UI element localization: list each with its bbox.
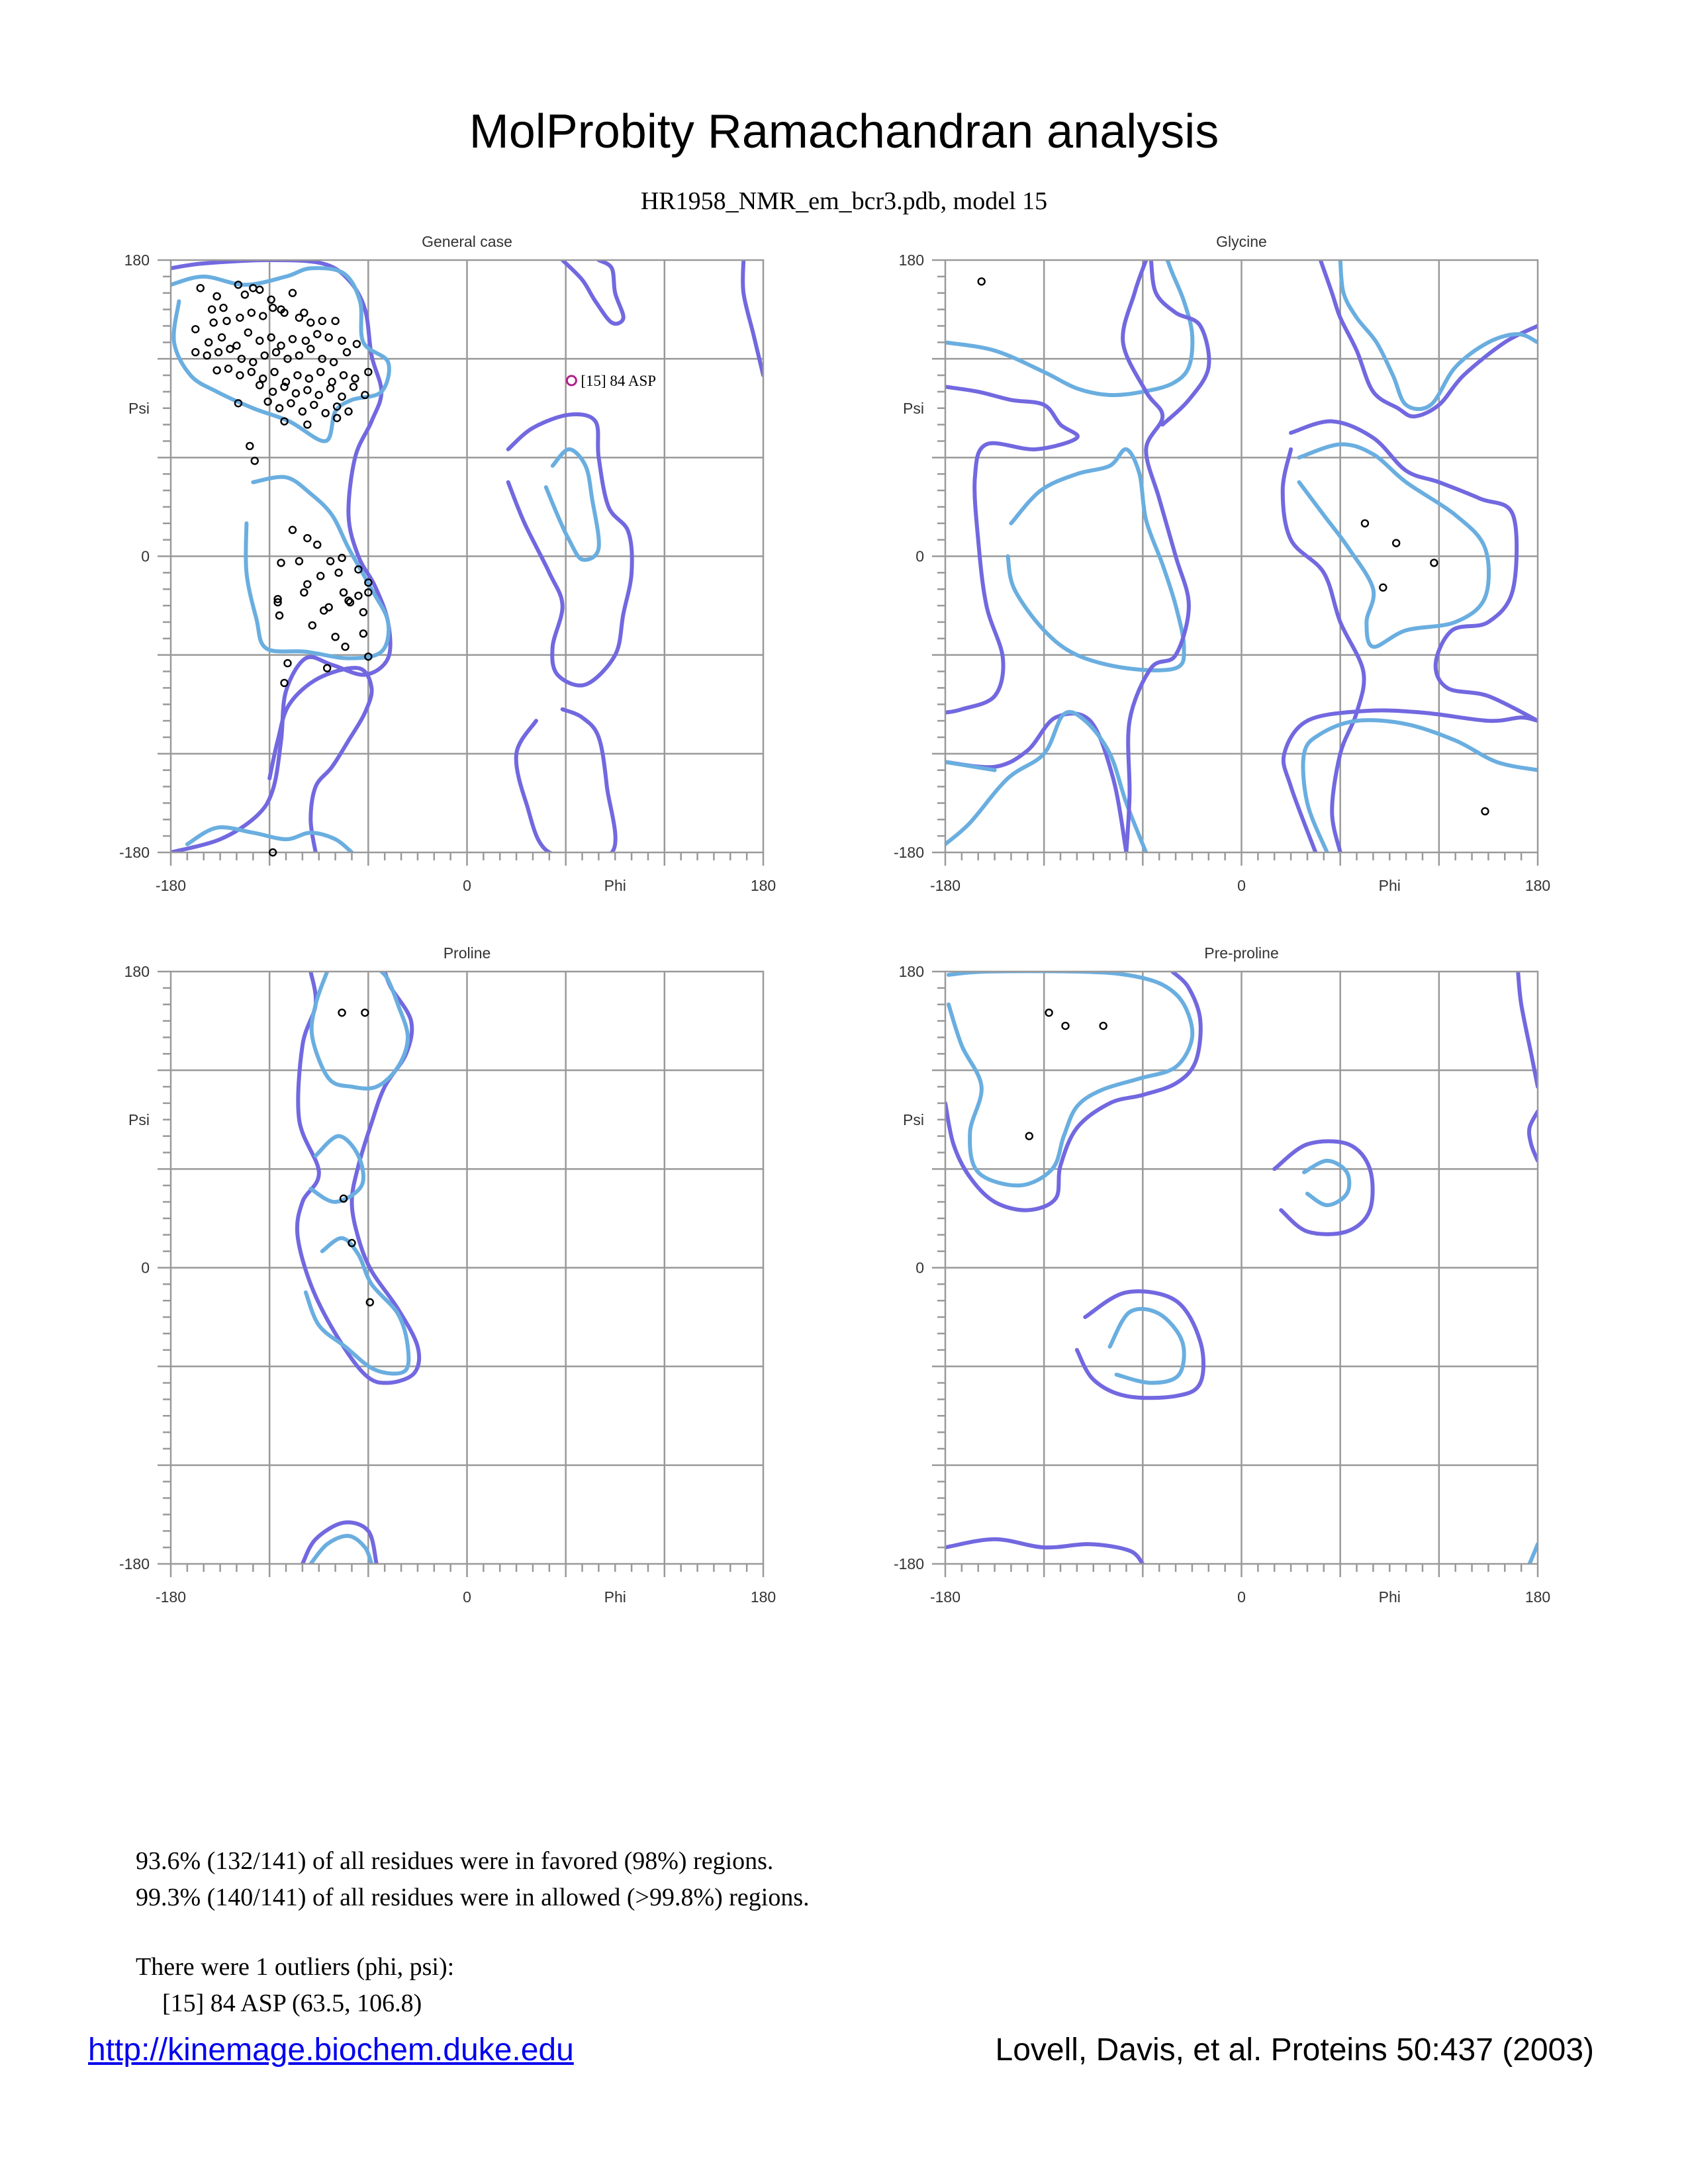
panel-title: Proline	[443, 944, 491, 962]
data-point	[339, 393, 346, 400]
data-point	[301, 589, 307, 596]
data-point	[281, 680, 288, 686]
data-point	[346, 408, 352, 415]
outlier-line: [15] 84 ASP (63.5, 106.8)	[162, 1989, 422, 2017]
data-point	[233, 342, 240, 349]
data-point	[214, 293, 220, 300]
data-point	[299, 408, 306, 415]
allowed-contour	[1518, 972, 1538, 1087]
data-point	[197, 285, 204, 291]
y-tick-label: 180	[898, 251, 924, 269]
data-point	[276, 405, 283, 412]
y-tick-label: 0	[915, 547, 924, 565]
panel-title: Glycine	[1216, 233, 1267, 250]
favored-contour	[1304, 1161, 1349, 1205]
data-point	[278, 559, 285, 566]
y-tick-label: 0	[141, 547, 150, 565]
x-tick-label: 0	[1237, 1588, 1246, 1606]
data-point	[273, 349, 279, 355]
data-point	[978, 278, 985, 285]
plot-pre-proline	[894, 944, 1550, 1606]
data-point	[344, 349, 350, 355]
data-point	[245, 329, 252, 336]
x-tick-label: 180	[1524, 877, 1551, 894]
y-axis-label: Psi	[903, 1111, 924, 1128]
data-point	[246, 443, 253, 449]
data-point	[289, 527, 296, 533]
data-point	[326, 334, 332, 341]
stat-allowed: 99.3% (140/141) of all residues were in allowed (>99.8%) regions.	[136, 1884, 810, 1911]
x-tick-label: 0	[463, 1588, 471, 1606]
y-tick-label: 0	[141, 1259, 150, 1277]
x-tick-label: 180	[750, 1588, 776, 1606]
data-point	[307, 345, 314, 352]
favored-contour	[310, 1536, 371, 1564]
x-axis-label: Phi	[1378, 1588, 1401, 1606]
data-point	[261, 352, 268, 359]
y-axis-label: Psi	[128, 399, 150, 417]
favored-contour	[1530, 1544, 1538, 1564]
data-point	[360, 630, 367, 637]
panel-title: Pre-proline	[1204, 944, 1279, 962]
data-point	[1026, 1133, 1033, 1140]
data-point	[353, 341, 360, 347]
data-point	[330, 359, 337, 365]
data-point	[342, 643, 349, 650]
data-point	[205, 339, 212, 345]
x-axis-label: Phi	[604, 877, 626, 894]
favored-contour	[1303, 720, 1538, 852]
data-point	[296, 558, 303, 565]
x-tick-label: -180	[929, 1588, 961, 1606]
data-point	[322, 410, 329, 416]
outlier-label: [15] 84 ASP	[581, 372, 657, 389]
data-point	[352, 375, 358, 382]
data-point	[327, 558, 334, 565]
data-point	[319, 318, 326, 324]
data-point	[192, 349, 199, 355]
data-point	[324, 665, 330, 672]
data-point	[227, 345, 234, 352]
data-point	[304, 422, 310, 428]
y-axis-label: Psi	[903, 399, 924, 417]
favored-contour	[1008, 449, 1184, 670]
data-point	[339, 1009, 346, 1016]
data-point	[1046, 1009, 1053, 1016]
data-point	[306, 375, 312, 382]
data-point	[211, 319, 217, 326]
y-axis-label: Psi	[128, 1111, 150, 1128]
data-point	[1481, 808, 1488, 815]
data-point	[256, 287, 263, 293]
data-point	[214, 367, 220, 374]
data-point	[316, 392, 322, 398]
x-axis-label: Phi	[1378, 877, 1401, 894]
data-point	[1393, 540, 1399, 547]
allowed-contour	[563, 260, 624, 324]
data-point	[361, 1009, 368, 1016]
data-point	[242, 291, 248, 298]
data-point	[304, 535, 310, 541]
data-point	[204, 352, 211, 359]
allowed-contour	[1529, 1111, 1538, 1161]
allowed-contour	[945, 387, 1078, 712]
outlier-point	[567, 376, 576, 385]
data-point	[1380, 584, 1386, 591]
favored-contour	[246, 477, 389, 659]
data-point	[317, 369, 324, 375]
x-tick-label: -180	[155, 877, 187, 894]
x-tick-label: -180	[929, 877, 961, 894]
data-point	[252, 457, 258, 464]
data-point	[215, 349, 222, 355]
data-point	[304, 581, 310, 588]
y-tick-label: 180	[124, 251, 150, 269]
data-point	[314, 331, 320, 338]
data-point	[209, 306, 215, 313]
data-point	[340, 589, 347, 596]
y-tick-label: -180	[893, 844, 924, 861]
allowed-contour	[743, 260, 763, 375]
data-point	[339, 338, 346, 344]
data-point	[285, 660, 291, 666]
data-point	[293, 390, 299, 396]
data-point	[236, 372, 243, 379]
data-point	[294, 372, 301, 379]
y-tick-label: 0	[915, 1259, 924, 1277]
data-point	[192, 326, 199, 332]
data-point	[355, 592, 361, 599]
data-point	[329, 379, 336, 385]
data-point	[248, 310, 255, 316]
data-point	[250, 359, 256, 365]
x-tick-label: 180	[1524, 1588, 1551, 1606]
allowed-contour	[508, 414, 632, 686]
data-point	[248, 369, 255, 375]
allowed-contour	[1151, 260, 1209, 425]
data-point	[360, 609, 367, 615]
data-point	[350, 383, 357, 390]
data-point	[336, 569, 342, 576]
x-tick-label: 0	[463, 877, 471, 894]
x-tick-label: 180	[750, 877, 776, 894]
data-point	[236, 314, 243, 321]
data-point	[327, 385, 334, 392]
allowed-contour	[1283, 449, 1364, 852]
data-point	[332, 318, 339, 324]
y-tick-label: 180	[898, 963, 924, 980]
data-point	[304, 387, 310, 393]
data-point	[269, 388, 276, 395]
y-tick-label: -180	[118, 1555, 150, 1572]
kinemage-link[interactable]: http://kinemage.biochem.duke.edu	[88, 2032, 574, 2068]
data-point	[287, 400, 294, 406]
data-point	[220, 304, 227, 311]
data-point	[276, 612, 283, 619]
plot-proline	[119, 944, 776, 1606]
data-point	[1100, 1023, 1107, 1029]
y-tick-label: -180	[118, 844, 150, 861]
data-point	[271, 369, 278, 375]
data-point	[332, 633, 339, 640]
data-point	[1362, 520, 1368, 527]
y-tick-label: -180	[893, 1555, 924, 1572]
plot-glycine	[894, 233, 1550, 894]
data-point	[256, 382, 263, 388]
x-tick-label: -180	[155, 1588, 187, 1606]
y-tick-label: 180	[124, 963, 150, 980]
data-point	[296, 352, 303, 359]
data-point	[259, 375, 266, 382]
data-point	[307, 319, 314, 326]
data-point	[256, 338, 263, 344]
panel-title: General case	[422, 233, 512, 250]
data-point	[259, 313, 266, 320]
x-tick-label: 0	[1237, 877, 1246, 894]
data-point	[225, 365, 232, 372]
data-point	[320, 608, 327, 614]
favored-contour	[1110, 1309, 1184, 1383]
data-point	[218, 334, 225, 341]
outliers-header: There were 1 outliers (phi, psi):	[136, 1953, 455, 1981]
data-point	[317, 572, 324, 579]
data-point	[296, 314, 303, 321]
data-point	[303, 338, 309, 344]
data-point	[289, 336, 296, 342]
plot-general-case	[119, 233, 776, 894]
data-point	[340, 372, 347, 379]
x-axis-label: Phi	[604, 1588, 626, 1606]
favored-contour	[949, 971, 1192, 1185]
data-point	[309, 622, 316, 629]
data-point	[224, 318, 230, 324]
stat-favored: 93.6% (132/141) of all residues were in favored (98%) regions.	[136, 1847, 774, 1875]
data-point	[278, 342, 285, 349]
page-subtitle: HR1958_NMR_em_bcr3.pdb, model 15	[640, 187, 1048, 215]
data-point	[310, 402, 317, 408]
allowed-contour	[1274, 1141, 1372, 1234]
data-point	[1430, 559, 1437, 566]
data-point	[289, 290, 296, 296]
data-point	[314, 541, 320, 548]
favored-contour	[945, 260, 1192, 395]
page-title: MolProbity Ramachandran analysis	[469, 105, 1219, 158]
allowed-contour	[1321, 260, 1538, 416]
reference-citation: Lovell, Davis, et al. Proteins 50:437 (2003)	[995, 2032, 1594, 2068]
data-point	[347, 599, 353, 606]
favored-contour	[546, 449, 599, 560]
data-point	[269, 304, 276, 311]
data-point	[1062, 1023, 1068, 1029]
allowed-contour	[1291, 422, 1538, 721]
